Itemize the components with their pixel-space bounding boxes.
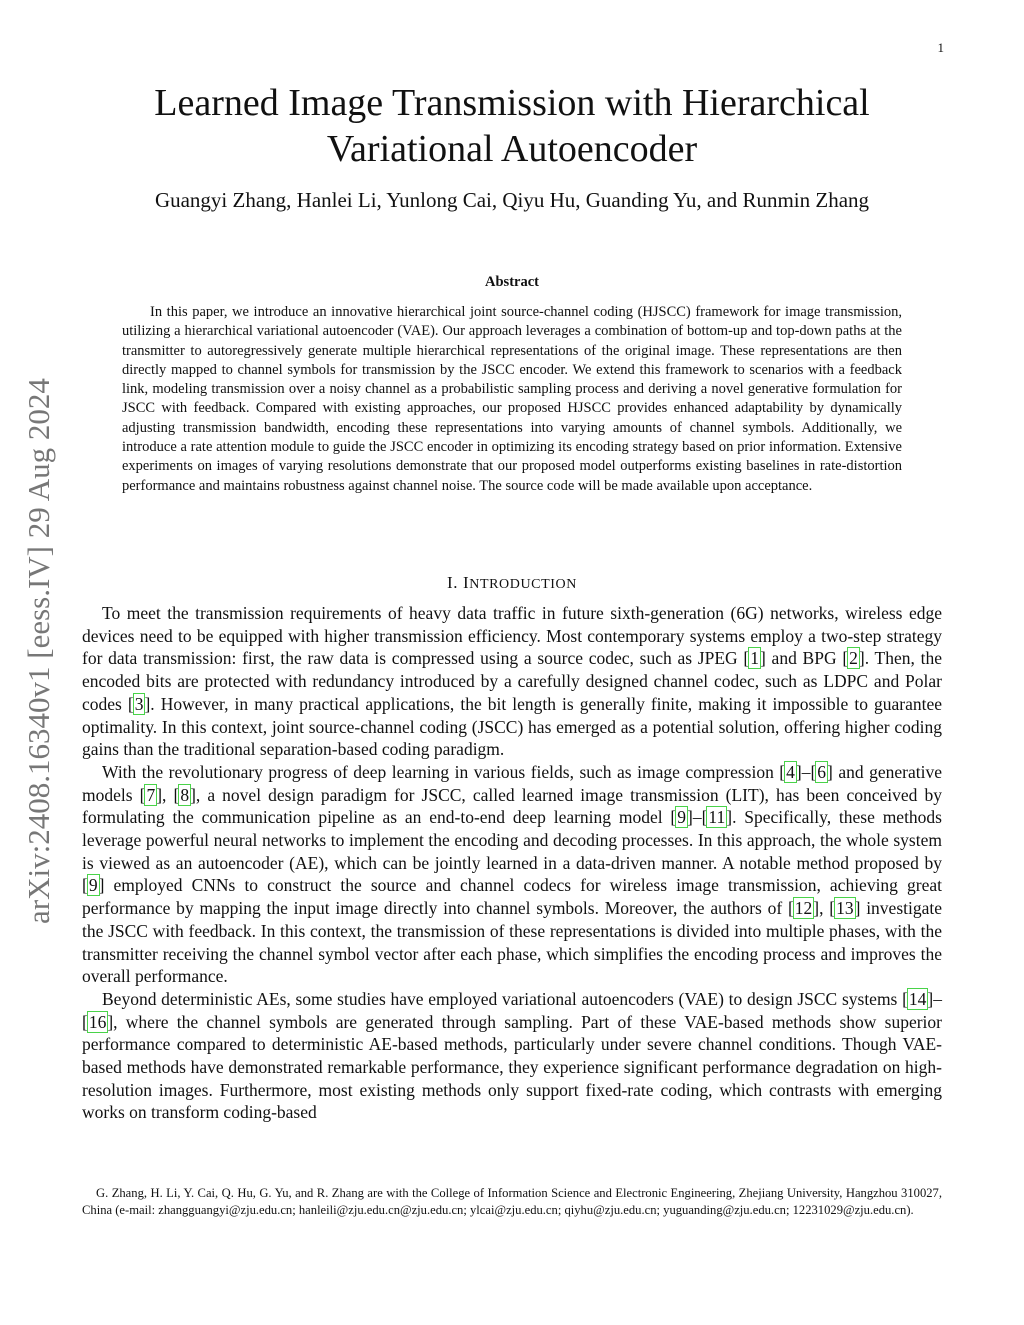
intro-paragraph-2 — [82, 761, 942, 988]
section-numeral: I. — [447, 573, 463, 592]
author-list: Guangyi Zhang, Hanlei Li, Yunlong Cai, Qiyu Hu, Guanding Yu, and Runmin Zhang — [154, 188, 870, 212]
citation-link[interactable]: 16 — [88, 1011, 107, 1032]
citation-link[interactable]: 4 — [786, 761, 795, 782]
citation-link[interactable]: 12 — [794, 898, 813, 919]
citation-link[interactable]: 9 — [88, 875, 98, 896]
citation-link[interactable]: 14 — [908, 988, 927, 1009]
introduction-body — [82, 602, 942, 1124]
text-run: ]. Specifically, these methods leverage powerful neural networks to implement the encoding and decoding processes. In this approach, the whole system is viewed as an autoencoder (AE), which can be jointly learned in a data-driven manner. A notable method proposed by [ — [82, 807, 942, 896]
page-number: 1 — [937, 40, 944, 55]
text-run: Beyond deterministic AEs, some studies have employed variational autoencoders (VAE) to design JSCC systems [ — [102, 988, 908, 1009]
paper-title: Learned Image Transmission with Hierarchical Variational Autoencoder — [154, 82, 870, 170]
citation-link[interactable]: 2 — [849, 648, 858, 669]
section-heading-introduction — [82, 573, 942, 593]
affiliation-footnote: G. Zhang, H. Li, Y. Cai, Q. Hu, G. Yu, and R. Zhang are with the College of Information Science and Electronic Engineering, Zhejiang University, Hangzhou 310027, China (e-mail: zhangguangyi@zju.edu.cn; hanleili@zju.edu.cn@zju.edu.cn; ylcai@zju.edu.cn; qiyhu@zju.edu.cn; yuguanding@zju.edu.cn; 12231029@zju.edu.cn). — [82, 1186, 942, 1218]
citation-link[interactable]: 8 — [180, 784, 190, 805]
section-title-initial: I — [462, 573, 470, 592]
text-run: ] investigate the JSCC with feedback. In this context, the transmission of these representations is divided into multiple phases, with the transmitter receiving the channel symbol vector after each phase, which simplifies the encoding process and improves the overall performance. — [82, 898, 942, 987]
text-run: ]–[ — [795, 761, 817, 782]
text-run: ] and generative models [ — [82, 761, 942, 805]
citation-link[interactable]: 1 — [750, 648, 759, 669]
intro-paragraph-3 — [82, 988, 942, 1124]
text-run: ], [ — [813, 898, 836, 919]
text-run: ]–[ — [687, 807, 708, 828]
text-run: With the revolutionary progress of deep learning in various fields, such as image compression [ — [102, 761, 786, 782]
citation-link[interactable]: 7 — [146, 784, 156, 805]
text-run: ], [ — [156, 784, 180, 805]
citation-link[interactable]: 3 — [134, 693, 144, 714]
abstract-text: In this paper, we introduce an innovative hierarchical joint source-channel coding (HJSCC) framework for image transmission, utilizing a hierarchical variational autoencoder (VAE). Our approach leverages a combination of bottom-up and top-down paths at the transmitter to autoregressively generate multiple hierarchical representations of the original image. These representations are then directly mapped to channel symbols for transmission by the JSCC encoder. We extend this framework to scenarios with a feedback link, modeling transmission over a noisy channel as a probabilistic sampling process and deriving a novel generative formulation for JSCC with feedback. Compared with existing approaches, our proposed HJSCC provides enhanced adaptability by dynamically adjusting transmission bandwidth, encoding these representations into varying amounts of channel symbols. Additionally, we introduce a rate attention module to guide the JSCC encoder in optimizing its encoding strategy based on prior information. Extensive experiments on images of varying resolutions demonstrate that our proposed model outperforms existing baselines in rate-distortion performance and maintains robustness against channel noise. The source code will be made available upon acceptance. — [122, 304, 902, 494]
abstract-heading: Abstract — [485, 274, 539, 290]
section-title-rest: NTRODUCTION — [469, 577, 577, 592]
citation-link[interactable]: 6 — [817, 761, 827, 782]
text-run: ] and BPG [ — [759, 648, 849, 669]
text-run: ] employed CNNs to construct the source and channel codecs for wireless image transmission, achieving great performance by mapping the input image directly into channel symbols. Moreover, the authors of [ — [82, 875, 942, 919]
citation-link[interactable]: 11 — [708, 807, 726, 828]
arxiv-identifier — [20, 347, 58, 955]
text-run: ]–[ — [82, 988, 942, 1032]
citation-link[interactable]: 13 — [836, 898, 854, 919]
intro-paragraph-1 — [82, 602, 942, 761]
text-run: ]. However, in many practical applications, the bit length is generally finite, making it impossible to guarantee optimality. In this context, joint source-channel coding (JSCC) has emerged as a potential solution, offering higher coding gains than the traditional separation-based coding paradigm. — [82, 693, 942, 760]
citation-link[interactable]: 9 — [677, 807, 686, 828]
text-run: To meet the transmission requirements of heavy data traffic in future sixth-generation (6G) networks, wireless edge devices need to be equipped with higher transmission efficiency. Most contemporary systems employ a two-step strategy for data transmission: first, the raw data is compressed using a source codec, such as JPEG [ — [82, 603, 942, 669]
arxiv-identifier-text: arXiv:2408.16340v1 [eess.IV] 29 Aug 2024 — [21, 378, 57, 924]
text-run: ], where the channel symbols are generated through sampling. Part of these VAE-based methods show superior performance compared to deterministic AE-based methods, particularly under severe channel conditions. Though VAE-based methods have demonstrated remarkable performance, they experience significant performance degradation on high-resolution images. Furthermore, most existing methods only support fixed-rate coding, which contrasts with emerging works on transform coding-based — [82, 1011, 942, 1123]
text-run: ]. Then, the encoded bits are protected with redundancy introduced by a carefully designed channel codec, such as LDPC and Polar codes [ — [82, 648, 942, 714]
text-run: ], a novel design paradigm for JSCC, called learned image transmission (LIT), has been conceived by formulating the communication pipeline as an end-to-end deep learning model [ — [82, 784, 942, 828]
